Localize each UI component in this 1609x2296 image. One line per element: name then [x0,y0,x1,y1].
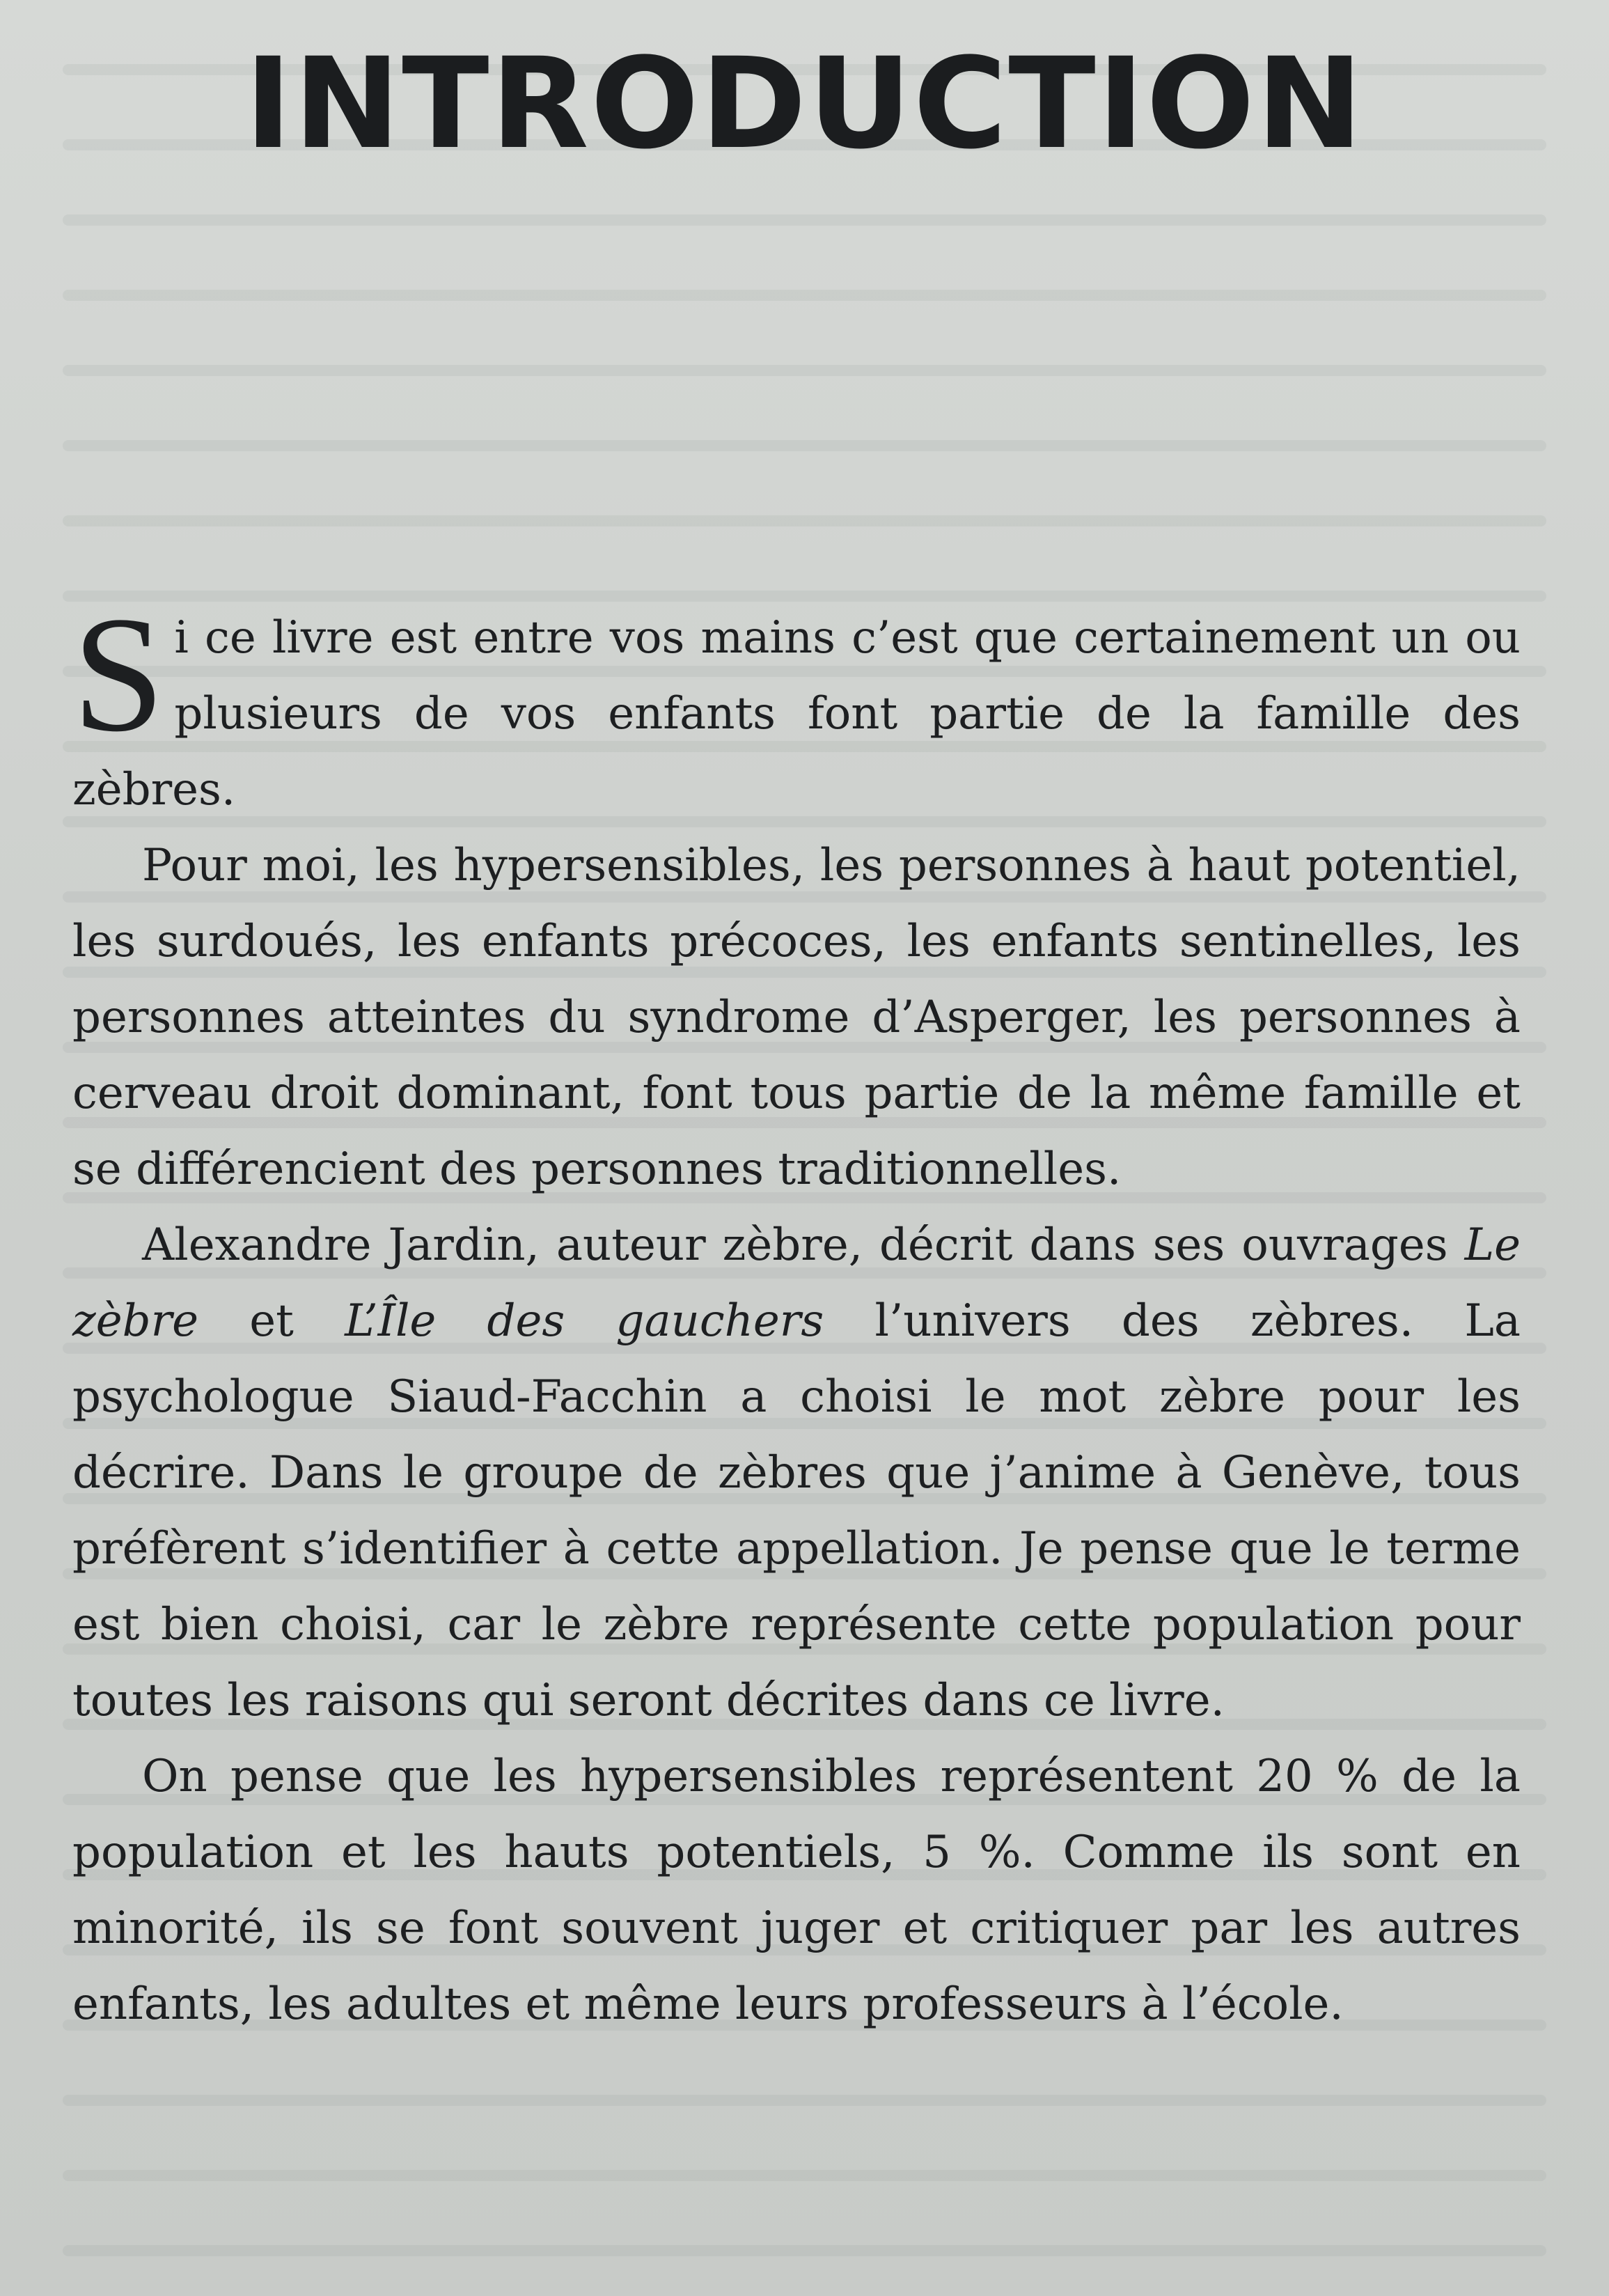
paragraph-3 [72,1208,1521,1739]
book-title-2: L’Île des gauchers [345,1295,824,1347]
drop-cap: S [72,583,165,766]
paragraph-1-text: i ce livre est entre vos mains c’est que certainement un ou plusieurs de vos enfants font partie de la famille des zèbres. [72,612,1521,815]
paragraph-1 [72,583,1521,828]
paragraph-3-and: et [249,1295,294,1347]
paragraph-3-intro: Alexandre Jardin, auteur zèbre, décrit dans ses ouvrages [142,1219,1448,1271]
paragraph-3-text: l’univers des zèbres. La psychologue Siaud-Facchin a choisi le mot zèbre pour les décrire. Dans le groupe de zèbres que j’anime à Genève, tous préfèrent s’identifier à cette appellation. Je pense que le terme est bien choisi, car le zèbre représente cette population pour toutes les raisons qui seront décrites dans ce livre. [72,1295,1521,1726]
chapter-title: INTRODUCTION [244,31,1365,177]
paragraph-2: Pour moi, les hypersensibles, les personnes à haut potentiel, les surdoués, les enfants précoces, les enfants sentinelles, les personnes atteintes du syndrome d’Asperger, les personnes à cerveau droit dominant, font tous partie de la même famille et se différencient des personnes traditionnelles. [72,840,1521,1195]
book-title-1: Le zèbre [72,1219,1521,1347]
paragraph-4: On pense que les hypersensibles représentent 20 % de la population et les hauts potentiels, 5 %. Comme ils sont en minorité, ils se font souvent juger et critiquer par les autres enfants, les adultes et même leurs professeurs à l’école. [72,1751,1521,2030]
chapter-body [72,583,1521,2043]
